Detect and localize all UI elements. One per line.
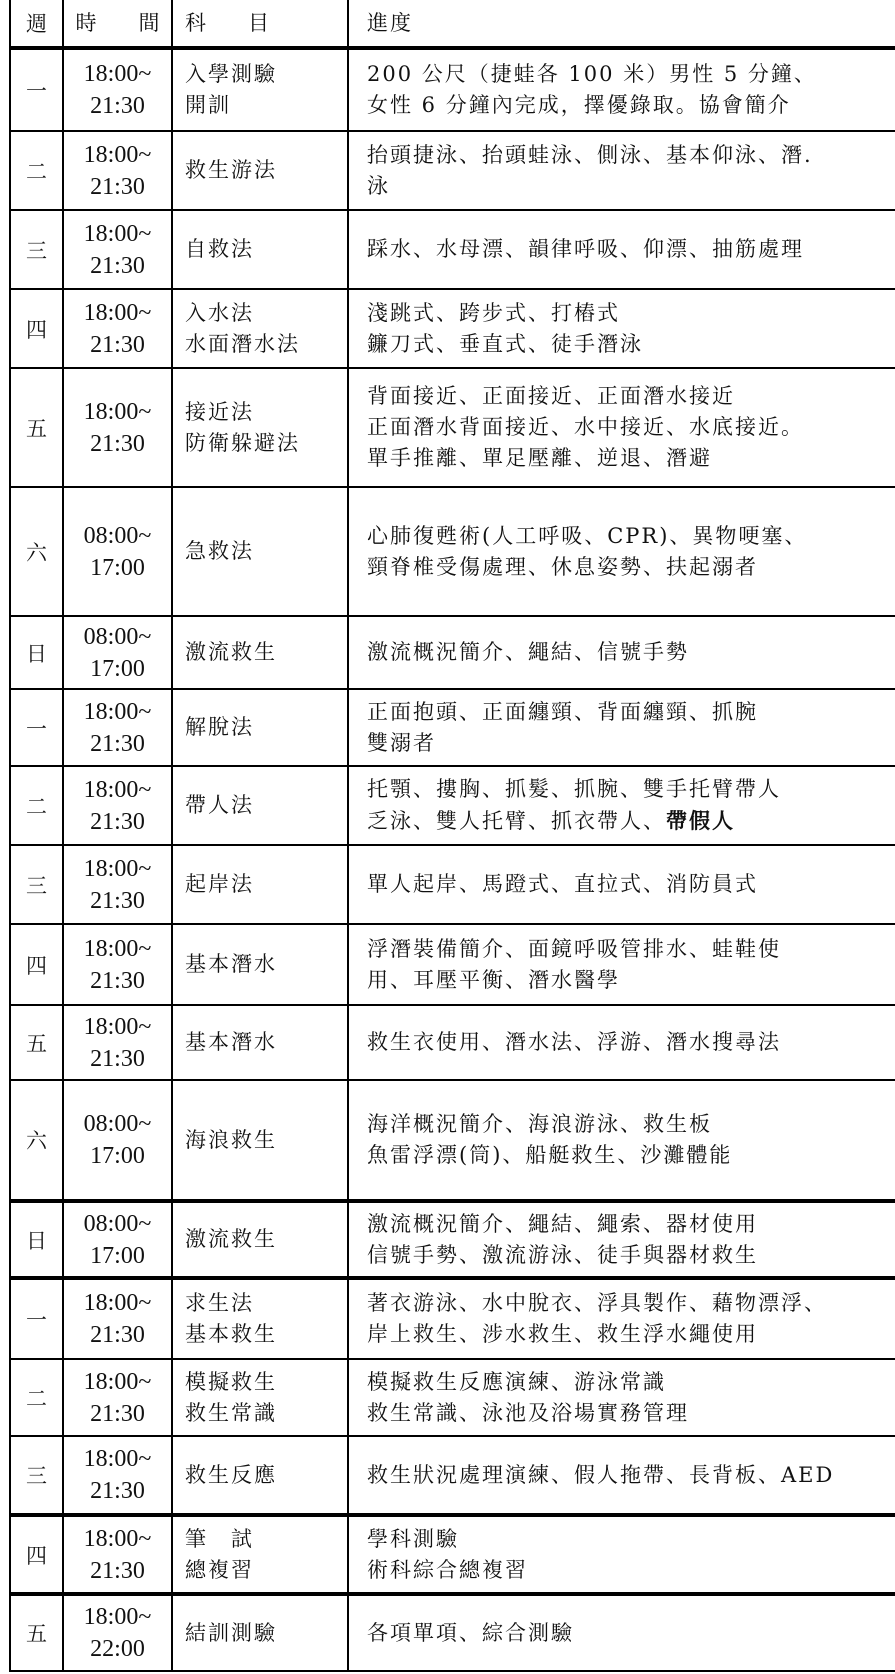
week-cell bbox=[10, 289, 63, 368]
time-cell bbox=[63, 1436, 172, 1515]
header-progress: 進度 bbox=[348, 0, 895, 48]
progress-cell bbox=[348, 1359, 895, 1436]
week-cell bbox=[10, 368, 63, 487]
week-cell bbox=[10, 1201, 63, 1278]
progress-line: 用、耳壓平衡、潛水醫學 bbox=[367, 967, 620, 992]
time-line: 17:00 bbox=[90, 1143, 145, 1169]
progress-line: 頸脊椎受傷處理、休息姿勢、扶起溺者 bbox=[367, 554, 758, 579]
time-cell bbox=[63, 766, 172, 845]
week-day: 五 bbox=[26, 416, 47, 441]
time-line: 18:00~ bbox=[83, 1525, 152, 1552]
subject-cell bbox=[172, 1201, 348, 1278]
time-line: 21:30 bbox=[90, 93, 145, 119]
progress-cell bbox=[348, 689, 895, 766]
subject-line: 帶人法 bbox=[185, 793, 254, 817]
schedule-row bbox=[10, 845, 895, 924]
time-line: 21:30 bbox=[90, 430, 145, 457]
progress-line: 乏泳、雙人托臂、抓衣帶人、 bbox=[367, 809, 666, 833]
subject-line: 起岸法 bbox=[185, 872, 254, 896]
progress-cell bbox=[348, 845, 895, 924]
subject-line: 救生反應 bbox=[185, 1462, 277, 1487]
week-cell bbox=[10, 766, 63, 845]
progress-line: 激流概況簡介、繩結、信號手勢 bbox=[367, 640, 689, 664]
week-day: 三 bbox=[26, 238, 47, 263]
progress-line: 各項單項、綜合測驗 bbox=[367, 1620, 574, 1645]
subject-cell bbox=[172, 1515, 348, 1594]
progress-line: 模擬救生反應演練、游泳常識 bbox=[367, 1369, 666, 1394]
time-cell bbox=[63, 1201, 172, 1278]
subject-line: 開訓 bbox=[185, 93, 231, 117]
week-cell bbox=[10, 924, 63, 1005]
progress-line: 雙溺者 bbox=[367, 730, 436, 755]
progress-line: 背面接近、正面接近、正面潛水接近 bbox=[367, 384, 735, 408]
progress-cell bbox=[348, 1080, 895, 1201]
time-line: 18:00~ bbox=[83, 1604, 152, 1630]
subject-cell bbox=[172, 766, 348, 845]
time-cell bbox=[63, 845, 172, 924]
time-cell bbox=[63, 1594, 172, 1671]
time-cell bbox=[63, 616, 172, 689]
progress-line: 淺跳式、跨步式、打樁式 bbox=[367, 300, 620, 325]
progress-line: 托顎、摟胸、抓髮、抓腕、雙手托臂帶人 bbox=[367, 777, 781, 801]
subject-cell bbox=[172, 487, 348, 616]
week-cell bbox=[10, 1515, 63, 1594]
time-line: 21:30 bbox=[90, 1045, 145, 1072]
progress-cell bbox=[348, 131, 895, 210]
week-day: 一 bbox=[26, 79, 47, 103]
time-line: 18:00~ bbox=[83, 299, 152, 326]
time-line: 21:30 bbox=[90, 331, 145, 358]
progress-line: 岸上救生、涉水救生、救生浮水繩使用 bbox=[367, 1322, 758, 1346]
subject-cell bbox=[172, 1594, 348, 1671]
week-cell bbox=[10, 487, 63, 616]
week-day: 四 bbox=[26, 953, 47, 978]
header-subject: 科 目 bbox=[172, 0, 348, 48]
week-cell bbox=[10, 1278, 63, 1359]
time-line: 08:00~ bbox=[83, 623, 152, 650]
progress-line: 心肺復甦術(人工呼吸、CPR)、異物哽塞、 bbox=[367, 523, 808, 548]
week-day: 一 bbox=[26, 1308, 47, 1332]
header-row bbox=[10, 0, 895, 48]
subject-line: 救生常識 bbox=[185, 1400, 277, 1425]
progress-cell bbox=[348, 289, 895, 368]
week-day: 二 bbox=[26, 159, 47, 184]
time-line: 18:00~ bbox=[83, 61, 152, 87]
time-line: 21:30 bbox=[90, 730, 145, 757]
week-cell bbox=[10, 1005, 63, 1080]
time-line: 21:30 bbox=[90, 1322, 145, 1348]
week-day: 六 bbox=[26, 1129, 47, 1153]
schedule-row bbox=[10, 289, 895, 368]
time-cell bbox=[63, 1515, 172, 1594]
time-line: 18:00~ bbox=[83, 698, 152, 725]
subject-line: 解脫法 bbox=[185, 715, 254, 739]
subject-line: 接近法 bbox=[185, 399, 254, 424]
schedule-row bbox=[10, 1515, 895, 1594]
week-cell bbox=[10, 210, 63, 289]
schedule-row bbox=[10, 48, 895, 131]
schedule-row bbox=[10, 1436, 895, 1515]
progress-line bbox=[367, 805, 895, 837]
time-line: 08:00~ bbox=[83, 1111, 152, 1137]
progress-line: 浮潛裝備簡介、面鏡呼吸管排水、蛙鞋使 bbox=[367, 936, 781, 961]
schedule-row bbox=[10, 1201, 895, 1278]
schedule-row bbox=[10, 1359, 895, 1436]
progress-line: 正面潛水背面接近、水中接近、水底接近。 bbox=[367, 415, 804, 439]
progress-cell bbox=[348, 368, 895, 487]
subject-cell bbox=[172, 1436, 348, 1515]
subject-cell bbox=[172, 368, 348, 487]
progress-cell bbox=[348, 924, 895, 1005]
progress-bold-text: 帶假人 bbox=[666, 808, 735, 833]
schedule-row bbox=[10, 1594, 895, 1671]
week-cell bbox=[10, 616, 63, 689]
progress-line: 抬頭捷泳、抬頭蛙泳、側泳、基本仰泳、潛. bbox=[367, 142, 813, 167]
progress-line: 鐮刀式、垂直式、徒手潛泳 bbox=[367, 331, 643, 356]
subject-cell bbox=[172, 289, 348, 368]
subject-cell bbox=[172, 1005, 348, 1080]
week-day: 四 bbox=[26, 317, 47, 342]
time-line: 17:00 bbox=[90, 554, 145, 581]
subject-cell bbox=[172, 1080, 348, 1201]
time-line: 17:00 bbox=[90, 655, 145, 682]
progress-line: 救生狀況處理演練、假人拖帶、長背板、AED bbox=[367, 1462, 835, 1487]
time-line: 08:00~ bbox=[83, 522, 152, 549]
progress-line: 著衣游泳、水中脫衣、浮具製作、藉物漂浮、 bbox=[367, 1291, 827, 1315]
subject-line: 急救法 bbox=[185, 539, 254, 563]
schedule-row bbox=[10, 368, 895, 487]
schedule-row bbox=[10, 689, 895, 766]
time-cell bbox=[63, 1359, 172, 1436]
schedule-row bbox=[10, 131, 895, 210]
time-line: 18:00~ bbox=[83, 1290, 152, 1316]
week-cell bbox=[10, 1594, 63, 1671]
progress-line: 術科綜合總複習 bbox=[367, 1557, 528, 1582]
week-day: 日 bbox=[26, 641, 47, 666]
week-cell bbox=[10, 131, 63, 210]
time-line: 21:30 bbox=[90, 252, 145, 279]
subject-line: 水面潛水法 bbox=[185, 331, 300, 356]
time-line: 21:30 bbox=[90, 1478, 145, 1504]
week-day: 一 bbox=[26, 716, 47, 741]
week-day: 五 bbox=[26, 1622, 47, 1646]
subject-line: 求生法 bbox=[185, 1291, 254, 1315]
subject-cell bbox=[172, 1359, 348, 1436]
progress-line: 魚雷浮漂(筒)、船艇救生、沙灘體能 bbox=[367, 1143, 733, 1167]
progress-line: 學科測驗 bbox=[367, 1526, 459, 1551]
subject-cell bbox=[172, 689, 348, 766]
subject-line: 模擬救生 bbox=[185, 1369, 277, 1394]
time-cell bbox=[63, 924, 172, 1005]
progress-line: 救生常識、泳池及浴場實務管理 bbox=[367, 1400, 689, 1425]
week-day: 二 bbox=[26, 1386, 47, 1411]
progress-cell bbox=[348, 766, 895, 845]
schedule-row bbox=[10, 616, 895, 689]
time-cell bbox=[63, 1080, 172, 1201]
subject-line: 激流救生 bbox=[185, 640, 277, 664]
time-line: 18:00~ bbox=[83, 1013, 152, 1040]
schedule-row bbox=[10, 1278, 895, 1359]
progress-line: 單手推離、單足壓離、逆退、潛避 bbox=[367, 446, 712, 470]
progress-line: 踩水、水母漂、韻律呼吸、仰漂、抽筋處理 bbox=[367, 237, 804, 261]
subject-line: 激流救生 bbox=[185, 1227, 277, 1251]
subject-line: 總複習 bbox=[185, 1557, 254, 1582]
progress-cell bbox=[348, 1436, 895, 1515]
time-cell bbox=[63, 1278, 172, 1359]
time-cell bbox=[63, 487, 172, 616]
week-day: 三 bbox=[26, 873, 47, 898]
time-cell bbox=[63, 131, 172, 210]
time-line: 21:30 bbox=[90, 1400, 145, 1427]
subject-cell bbox=[172, 1278, 348, 1359]
time-line: 18:00~ bbox=[83, 141, 152, 168]
header-time: 時 間 bbox=[63, 0, 172, 48]
schedule-row bbox=[10, 487, 895, 616]
time-line: 18:00~ bbox=[83, 935, 152, 962]
subject-line: 基本救生 bbox=[185, 1322, 277, 1346]
subject-line: 結訓測驗 bbox=[185, 1620, 277, 1645]
progress-cell bbox=[348, 48, 895, 131]
subject-line: 自救法 bbox=[185, 237, 254, 261]
training-schedule-table bbox=[9, 0, 895, 1672]
time-line: 08:00~ bbox=[83, 1210, 152, 1237]
time-line: 18:00~ bbox=[83, 776, 152, 803]
subject-cell bbox=[172, 48, 348, 131]
week-day: 五 bbox=[26, 1031, 47, 1056]
time-line: 21:30 bbox=[90, 173, 145, 200]
time-line: 21:30 bbox=[90, 1557, 145, 1584]
time-line: 18:00~ bbox=[83, 398, 152, 425]
subject-line: 防衛躲避法 bbox=[185, 430, 300, 455]
progress-line: 女性 6 分鐘內完成，擇優錄取。協會簡介 bbox=[367, 93, 791, 117]
time-line: 22:00 bbox=[90, 1636, 145, 1662]
time-line: 21:30 bbox=[90, 967, 145, 994]
subject-line: 基本潛水 bbox=[185, 1030, 277, 1054]
time-line: 17:00 bbox=[90, 1242, 145, 1269]
time-cell bbox=[63, 1005, 172, 1080]
week-cell bbox=[10, 845, 63, 924]
schedule-row bbox=[10, 210, 895, 289]
progress-line: 正面抱頭、正面纏頸、背面纏頸、抓腕 bbox=[367, 699, 758, 724]
schedule-row bbox=[10, 1080, 895, 1201]
week-cell bbox=[10, 1080, 63, 1201]
progress-cell bbox=[348, 616, 895, 689]
subject-cell bbox=[172, 924, 348, 1005]
progress-cell bbox=[348, 1201, 895, 1278]
progress-line: 激流概況簡介、繩結、繩索、器材使用 bbox=[367, 1211, 758, 1236]
subject-line: 海浪救生 bbox=[185, 1127, 277, 1152]
time-cell bbox=[63, 368, 172, 487]
time-line: 21:30 bbox=[90, 808, 145, 835]
week-cell bbox=[10, 1359, 63, 1436]
subject-line: 筆 試 bbox=[185, 1526, 254, 1551]
week-day: 二 bbox=[26, 794, 47, 819]
progress-cell bbox=[348, 1005, 895, 1080]
time-line: 18:00~ bbox=[83, 1446, 152, 1472]
subject-line: 入水法 bbox=[185, 300, 254, 325]
progress-line: 泳 bbox=[367, 173, 390, 198]
week-cell bbox=[10, 689, 63, 766]
schedule-row bbox=[10, 766, 895, 845]
week-day: 四 bbox=[26, 1543, 47, 1568]
progress-line: 海洋概況簡介、海浪游泳、救生板 bbox=[367, 1112, 712, 1136]
subject-cell bbox=[172, 845, 348, 924]
time-cell bbox=[63, 210, 172, 289]
schedule-row bbox=[10, 924, 895, 1005]
time-cell bbox=[63, 289, 172, 368]
time-line: 18:00~ bbox=[83, 220, 152, 247]
time-line: 18:00~ bbox=[83, 1368, 152, 1395]
progress-line: 單人起岸、馬蹬式、直拉式、消防員式 bbox=[367, 872, 758, 896]
progress-cell bbox=[348, 487, 895, 616]
time-line: 18:00~ bbox=[83, 855, 152, 882]
subject-cell bbox=[172, 131, 348, 210]
subject-line: 入學測驗 bbox=[185, 62, 277, 86]
week-day: 日 bbox=[26, 1228, 47, 1253]
time-cell bbox=[63, 689, 172, 766]
subject-cell bbox=[172, 616, 348, 689]
progress-line: 200 公尺（捷蛙各 100 米）男性 5 分鐘、 bbox=[367, 62, 817, 86]
subject-line: 基本潛水 bbox=[185, 952, 277, 976]
schedule-row bbox=[10, 1005, 895, 1080]
subject-line: 救生游法 bbox=[185, 158, 277, 182]
progress-line: 信號手勢、激流游泳、徒手與器材救生 bbox=[367, 1242, 758, 1267]
progress-cell bbox=[348, 1594, 895, 1671]
progress-cell bbox=[348, 210, 895, 289]
subject-cell bbox=[172, 210, 348, 289]
progress-cell bbox=[348, 1515, 895, 1594]
week-cell bbox=[10, 1436, 63, 1515]
progress-cell bbox=[348, 1278, 895, 1359]
week-day: 六 bbox=[26, 540, 47, 565]
week-day: 三 bbox=[26, 1464, 47, 1488]
week-cell bbox=[10, 48, 63, 131]
progress-line: 救生衣使用、潛水法、浮游、潛水搜尋法 bbox=[367, 1030, 781, 1054]
time-cell bbox=[63, 48, 172, 131]
header-week: 週 bbox=[10, 0, 63, 48]
time-line: 21:30 bbox=[90, 887, 145, 914]
